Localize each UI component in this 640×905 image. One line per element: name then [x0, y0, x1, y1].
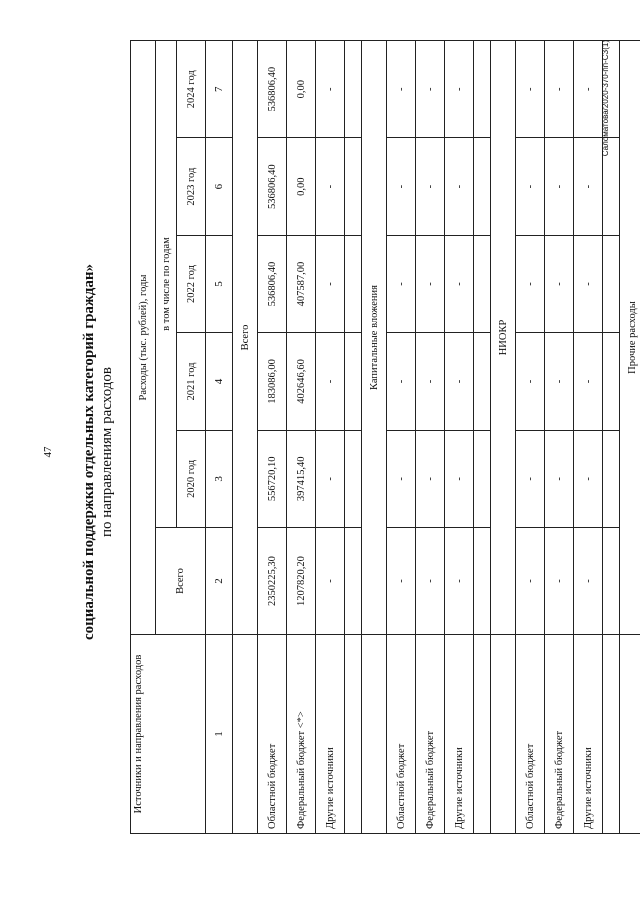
row-value: -	[416, 528, 445, 635]
row-value: -	[316, 430, 345, 527]
col-number: 3	[206, 430, 233, 527]
section-title: Капитальные вложения	[362, 41, 387, 635]
row-value: -	[316, 528, 345, 635]
row-value: -	[445, 528, 474, 635]
row-value: -	[387, 430, 416, 527]
section-row	[491, 41, 516, 834]
header-year: 2023 год	[177, 138, 206, 235]
heading-line-1: социальной поддержки отдельных категорий граждан»	[81, 263, 97, 641]
spacer-cell	[345, 528, 362, 635]
row-value: 2350225,30	[258, 528, 287, 635]
page-heading	[80, 22, 116, 882]
section-row	[233, 41, 258, 834]
row-value: -	[416, 430, 445, 527]
table-row	[545, 41, 574, 834]
row-value: -	[316, 333, 345, 430]
row-value: -	[545, 430, 574, 527]
spacer-cell	[345, 235, 362, 332]
row-value: -	[445, 430, 474, 527]
rotated-page	[20, 22, 638, 882]
header-year: 2021 год	[177, 333, 206, 430]
spacer-cell	[345, 430, 362, 527]
row-value: -	[574, 235, 603, 332]
row-source: Другие источники	[574, 635, 603, 834]
expenses-table	[130, 40, 640, 834]
spacer-cell	[474, 235, 491, 332]
spacer-cell	[345, 333, 362, 430]
header-sources: Источники и направления расходов	[131, 635, 206, 834]
section-empty-cell	[491, 635, 516, 834]
row-value: -	[316, 138, 345, 235]
page-number: 47	[42, 446, 54, 458]
row-value: -	[574, 138, 603, 235]
row-source: Федеральный бюджет	[416, 635, 445, 834]
col-number: 2	[206, 528, 233, 635]
row-source: Федеральный бюджет	[545, 635, 574, 834]
col-number: 5	[206, 235, 233, 332]
row-value: 183086,00	[258, 333, 287, 430]
row-value: 1207820,20	[287, 528, 316, 635]
spacer-cell	[603, 235, 620, 332]
spacer-cell	[474, 41, 491, 138]
row-value: -	[445, 235, 474, 332]
row-value: -	[574, 41, 603, 138]
header-total: Всего	[156, 528, 206, 635]
section-title: Прочие расходы	[620, 41, 640, 635]
row-value: -	[416, 333, 445, 430]
expenses-table-wrapper	[130, 40, 640, 834]
row-value: -	[516, 138, 545, 235]
header-year: 2022 год	[177, 235, 206, 332]
table-row	[574, 41, 603, 834]
row-source: Другие источники	[445, 635, 474, 834]
table-row	[258, 41, 287, 834]
heading-line-2: по направлениям расходов	[99, 367, 115, 538]
row-value: -	[545, 138, 574, 235]
header-by-years: в том числе по годам	[156, 41, 177, 528]
col-number: 6	[206, 138, 233, 235]
expenses-table-body	[233, 41, 640, 834]
spacer-cell	[474, 635, 491, 834]
row-value: 536806,40	[258, 41, 287, 138]
row-value: -	[516, 430, 545, 527]
section-title: НИОКР	[491, 41, 516, 635]
row-value: -	[574, 430, 603, 527]
table-row	[516, 41, 545, 834]
header-expenses: Расходы (тыс. рублей), годы	[131, 41, 156, 635]
row-value: -	[545, 333, 574, 430]
row-value: -	[545, 235, 574, 332]
table-row	[387, 41, 416, 834]
row-source: Федеральный бюджет <*>	[287, 635, 316, 834]
spacer-row	[603, 41, 620, 834]
spacer-cell	[474, 430, 491, 527]
row-value: -	[574, 333, 603, 430]
spacer-cell	[345, 138, 362, 235]
row-value: -	[316, 235, 345, 332]
table-row	[445, 41, 474, 834]
row-value: -	[416, 138, 445, 235]
row-value: -	[416, 41, 445, 138]
row-source: Областной бюджет	[258, 635, 287, 834]
header-year: 2024 год	[177, 41, 206, 138]
row-value: -	[516, 333, 545, 430]
document-side-note: Саломатова/2020-370-пп-СЗ(1)	[601, 40, 610, 157]
section-empty-cell	[362, 635, 387, 834]
row-value: -	[574, 528, 603, 635]
spacer-cell	[603, 528, 620, 635]
col-number: 7	[206, 41, 233, 138]
spacer-row	[474, 41, 491, 834]
col-number: 1	[206, 635, 233, 834]
header-year: 2020 год	[177, 430, 206, 527]
row-value: 402646,60	[287, 333, 316, 430]
row-value: -	[516, 528, 545, 635]
row-value: -	[545, 41, 574, 138]
spacer-cell	[474, 528, 491, 635]
spacer-cell	[345, 41, 362, 138]
spacer-cell	[345, 635, 362, 834]
col-number: 4	[206, 333, 233, 430]
row-source: Другие источники	[316, 635, 345, 834]
section-empty-cell	[620, 635, 640, 834]
row-value: 407587,00	[287, 235, 316, 332]
spacer-cell	[474, 333, 491, 430]
row-value: -	[387, 235, 416, 332]
row-value: 536806,40	[258, 138, 287, 235]
row-value: -	[387, 41, 416, 138]
row-value: -	[387, 528, 416, 635]
row-value: -	[316, 41, 345, 138]
table-row	[416, 41, 445, 834]
row-source: Областной бюджет	[387, 635, 416, 834]
spacer-cell	[474, 138, 491, 235]
row-value: -	[387, 333, 416, 430]
row-value: -	[545, 528, 574, 635]
row-value: -	[416, 235, 445, 332]
table-row	[316, 41, 345, 834]
row-value: 0,00	[287, 41, 316, 138]
spacer-cell	[603, 635, 620, 834]
row-value: 556720,10	[258, 430, 287, 527]
row-value: 536806,40	[258, 235, 287, 332]
row-value: -	[516, 41, 545, 138]
spacer-row	[345, 41, 362, 834]
section-title: Всего	[233, 41, 258, 635]
row-value: -	[445, 41, 474, 138]
row-value: -	[445, 333, 474, 430]
spacer-cell	[603, 333, 620, 430]
section-row	[620, 41, 640, 834]
section-row	[362, 41, 387, 834]
row-value: 397415,40	[287, 430, 316, 527]
row-value: -	[445, 138, 474, 235]
section-empty-cell	[233, 635, 258, 834]
row-value: -	[387, 138, 416, 235]
row-value: -	[516, 235, 545, 332]
row-source: Областной бюджет	[516, 635, 545, 834]
spacer-cell	[603, 430, 620, 527]
row-value: 0,00	[287, 138, 316, 235]
table-row	[287, 41, 316, 834]
